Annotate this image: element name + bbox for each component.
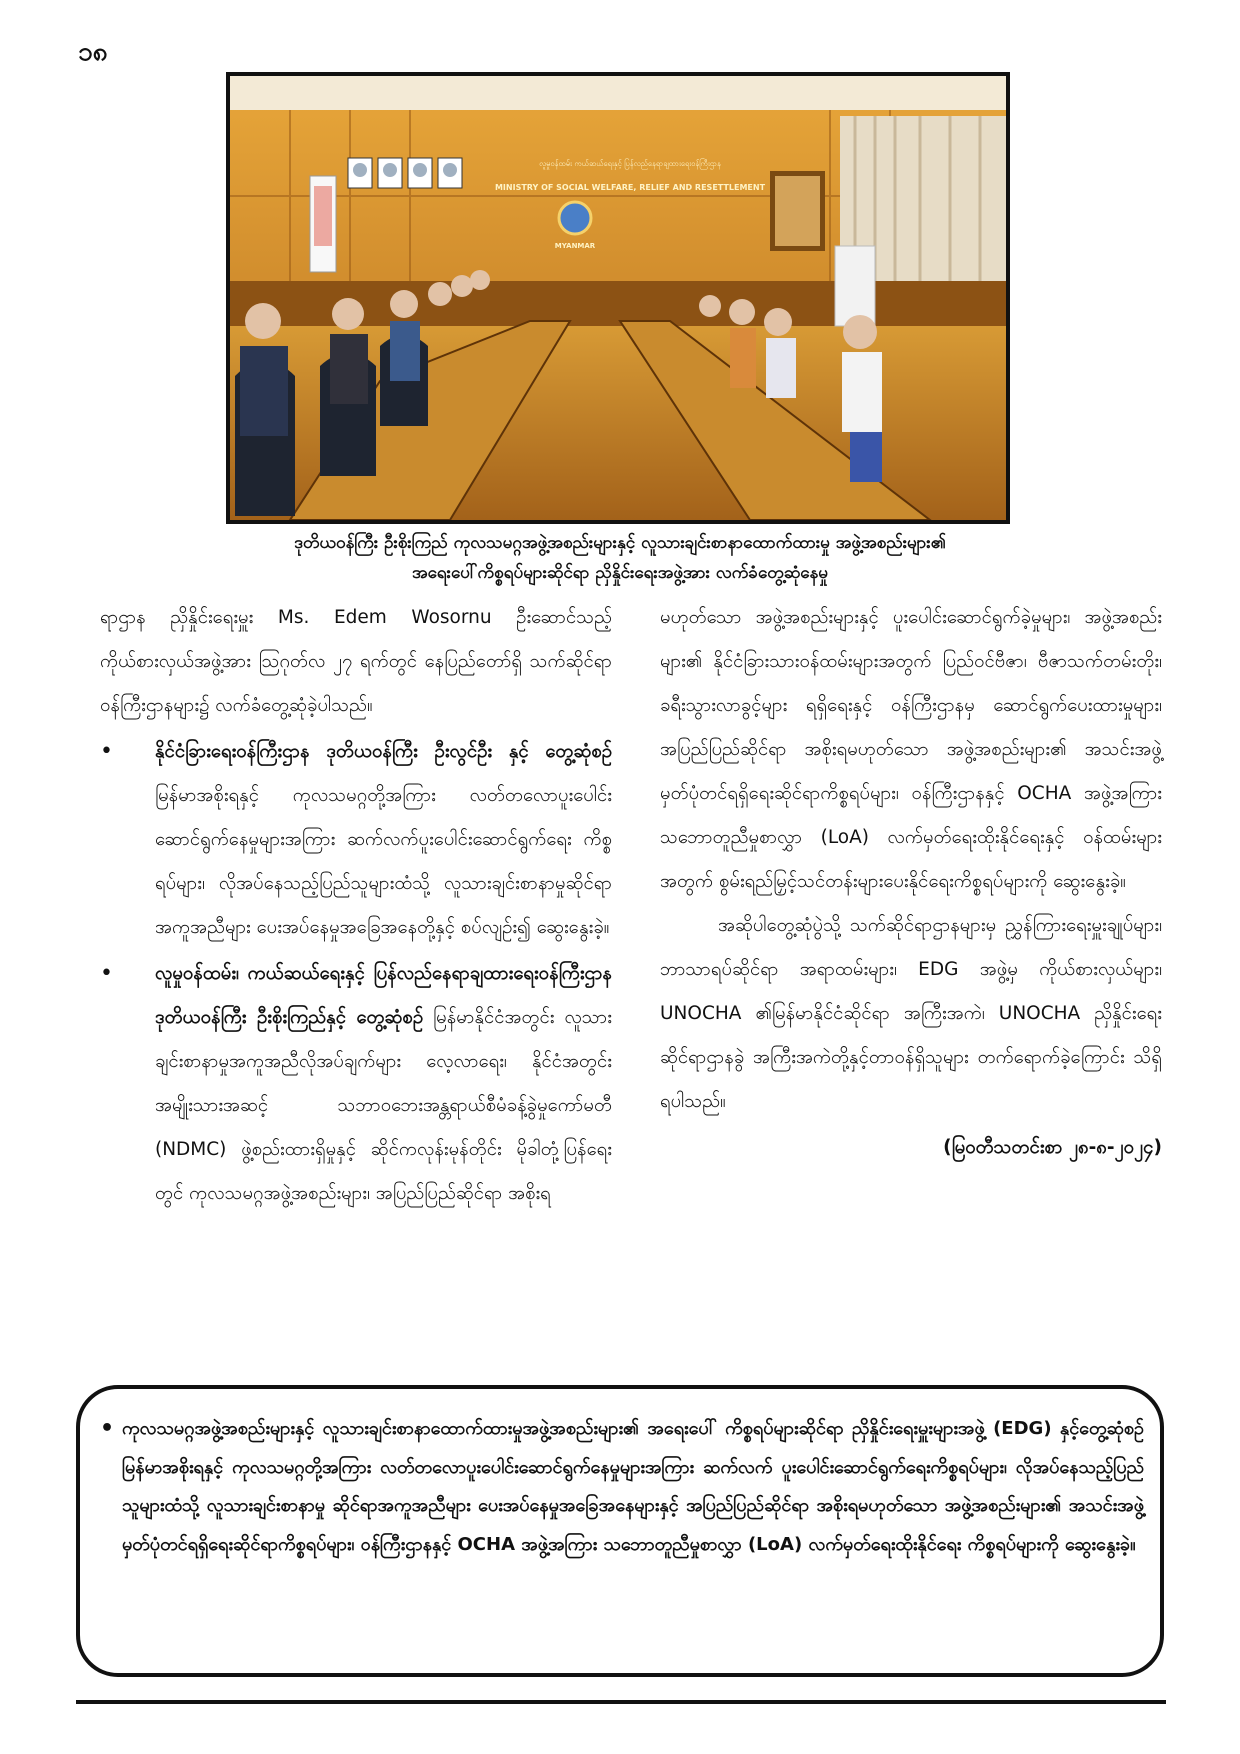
photo-caption — [120, 528, 1120, 588]
ministry-sign-myanmar: လူမှုဝန်ထမ်း ကယ်ဆယ်ရေးနှင့် ပြန်လည်နေရာချထားရေးဝန်ကြီးဌာန — [539, 159, 721, 168]
bullet-body: မြန်မာအစိုးရနှင့် ကုလသမဂ္ဂတို့အကြား လတ်တလောပူးပေါင်းဆောင်ရွက်နေမှုများအကြား ဆက်လက်ပူးပေါင်းဆောင်ရွက်ရေး ကိစ္စရပ်များ၊ လိုအပ်နေသည့်ပြည်သူများထံသို့ လူသားချင်းစာနာမှုဆိုင်ရာအကူအညီများ ပေးအပ်နေမှုအခြေအနေတို့နှင့် စပ်လျဉ်း၍ ဆွေးနွေးခဲ့။ — [155, 785, 612, 938]
meeting-photo — [226, 72, 1010, 524]
bullet-icon: • — [100, 1416, 115, 1441]
summary-text-block — [100, 1410, 1144, 1564]
meeting-photo-illustration — [230, 76, 1006, 520]
attendees-paragraph: အဆိုပါတွေ့ဆုံပွဲသို့ သက်ဆိုင်ရာဌာနများမှ ညွှန်ကြားရေးမှူးချုပ်များ၊ ဘာသာရပ်ဆိုင်ရာ အရာထမ်းများ၊ EDG အဖွဲ့မှ ကိုယ်စားလှယ်များ၊ UNOCHA ၏မြန်မာနိုင်ငံဆိုင်ရာ အကြီးအကဲ၊ UNOCHA ညှိနှိုင်းရေးဆိုင်ရာဌာနခွဲ အကြီးအကဲတို့နှင့်တာဝန်ရှိသူများ တက်ရောက်ခဲ့ကြောင်း သိရှိရပါသည်။ — [660, 915, 1162, 1112]
left-column — [100, 596, 612, 1216]
emblem-icon — [559, 202, 591, 234]
bullet-icon: • — [100, 739, 113, 764]
intro-paragraph: ရာဌာန ညှိနှိုင်းရေးမှူး Ms. Edem Wosornu ဦးဆောင်သည့် ကိုယ်စားလှယ်အဖွဲ့အား ဩဂုတ်လ ၂၇ ရက်တွင် နေပြည်တော်ရှိ သက်ဆိုင်ရာဝန်ကြီးဌာနများ၌ လက်ခံတွေ့ဆုံခဲ့ပါသည်။ — [100, 607, 612, 716]
bullet-item-foreign-affairs — [100, 730, 612, 950]
caption-line-1: ဒုတိယဝန်ကြီး ဦးစိုးကြည် ကုလသမဂ္ဂအဖွဲ့အစည်းများနှင့် လူသားချင်းစာနာထောက်ထားမှု အဖွဲ့အစည်းများ၏ — [294, 533, 946, 553]
bottom-rule — [76, 1700, 1166, 1704]
bullet-heading: နိုင်ငံခြားရေးဝန်ကြီးဌာန ဒုတိယဝန်ကြီး ဦးလွင်ဦး နှင့် တွေ့ဆုံစဉ် — [155, 741, 612, 762]
page-number: ၁၈ — [78, 37, 108, 67]
summary-text: ကုလသမဂ္ဂအဖွဲ့အစည်းများနှင့် လူသားချင်းစာနာထောက်ထားမှုအဖွဲ့အစည်းများ၏ အရေးပေါ် ကိစ္စရပ်များဆိုင်ရာ ညှိနှိုင်းရေးမှူးများအဖွဲ့ (EDG) နှင့်တွေ့ဆုံစဉ် မြန်မာအစိုးရနှင့် ကုလသမဂ္ဂတို့အကြား လတ်တလောပူးပေါင်းဆောင်ရွက်နေမှုများအကြား ဆက်လက် ပူးပေါင်းဆောင်ရွက်ရေးကိစ္စရပ်များ၊ လိုအပ်နေသည့်ပြည်သူများထံသို့ လူသားချင်းစာနာမှု ဆိုင်ရာအကူအညီများ ပေးအပ်နေမှုအခြေအနေများနှင့် အပြည်ပြည်ဆိုင်ရာ အစိုးရမဟုတ်သော အဖွဲ့အစည်းများ၏ အသင်းအဖွဲ့မှတ်ပုံတင်ရရှိရေးဆိုင်ရာကိစ္စရပ်များ၊ ဝန်ကြီးဌာနနှင့် OCHA အဖွဲ့အကြား သဘောတူညီမှုစာလွှာ (LoA) လက်မှတ်ရေးထိုးနိုင်ရေး ကိစ္စရပ်များကို ဆွေးနွေးခဲ့။ — [122, 1418, 1144, 1555]
caption-line-2: အရေးပေါ်ကိစ္စရပ်များဆိုင်ရာ ညှိနှိုင်းရေးအဖွဲ့အား လက်ခံတွေ့ဆုံနေမှု — [412, 563, 828, 583]
bullet-item-social-welfare — [100, 952, 612, 1216]
bullet-body: မြန်မာနိုင်ငံအတွင်း လူသားချင်းစာနာမှုအကူအညီလိုအပ်ချက်များ လေ့လာရေး၊ နိုင်ငံအတွင်း အမျိုးသားအဆင့် သဘာဝဘေးအန္တရာယ်စီမံခန့်ခွဲမှုကော်မတီ (NDMC) ဖွဲ့စည်းထားရှိမှုနှင့် ဆိုင်ကလုန်းမုန်တိုင်း မိုခါတုံ့ပြန်ရေးတွင် ကုလသမဂ္ဂအဖွဲ့အစည်းများ၊ အပြည်ပြည်ဆိုင်ရာ အစိုးရ — [155, 1007, 612, 1204]
bullet-heading: လူမှုဝန်ထမ်း၊ ကယ်ဆယ်ရေးနှင့် ပြန်လည်နေရာချထားရေးဝန်ကြီးဌာန ဒုတိယဝန်ကြီး ဦးစိုးကြည်နှင့် တွေ့ဆုံစဉ် — [155, 963, 612, 1028]
source-citation: (မြဝတီသတင်းစာ ၂၈-၈-၂၀၂၄) — [943, 1137, 1162, 1158]
emblem-label: MYANMAR — [554, 242, 596, 250]
bullet-icon: • — [100, 961, 113, 986]
right-column — [660, 596, 1162, 1170]
ministry-sign-english: MINISTRY OF SOCIAL WELFARE, RELIEF AND RESETTLEMENT — [494, 183, 766, 192]
continued-paragraph: မဟုတ်သော အဖွဲ့အစည်းများနှင့် ပူးပေါင်းဆောင်ရွက်ခဲ့မှုများ၊ အဖွဲ့အစည်းများ၏ နိုင်ငံခြားသားဝန်ထမ်းများအတွက် ပြည်ဝင်ဗီဇာ၊ ဗီဇာသက်တမ်းတိုး၊ ခရီးသွားလာခွင့်များ ရရှိရေးနှင့် ဝန်ကြီးဌာနမှ ဆောင်ရွက်ပေးထားမှုများ၊ အပြည်ပြည်ဆိုင်ရာ အစိုးရမဟုတ်သော အဖွဲ့အစည်းများ၏ အသင်းအဖွဲ့မှတ်ပုံတင်ရရှိရေးဆိုင်ရာကိစ္စရပ်များ၊ ဝန်ကြီးဌာနနှင့် OCHA အဖွဲ့အကြား သဘောတူညီမှုစာလွှာ (LoA) လက်မှတ်ရေးထိုးနိုင်ရေးနှင့် ဝန်ထမ်းများအတွက် စွမ်းရည်မြှင့်သင်တန်းများပေးနိုင်ရေးကိစ္စရပ်များကို ဆွေးနွေးခဲ့။ — [660, 607, 1162, 892]
